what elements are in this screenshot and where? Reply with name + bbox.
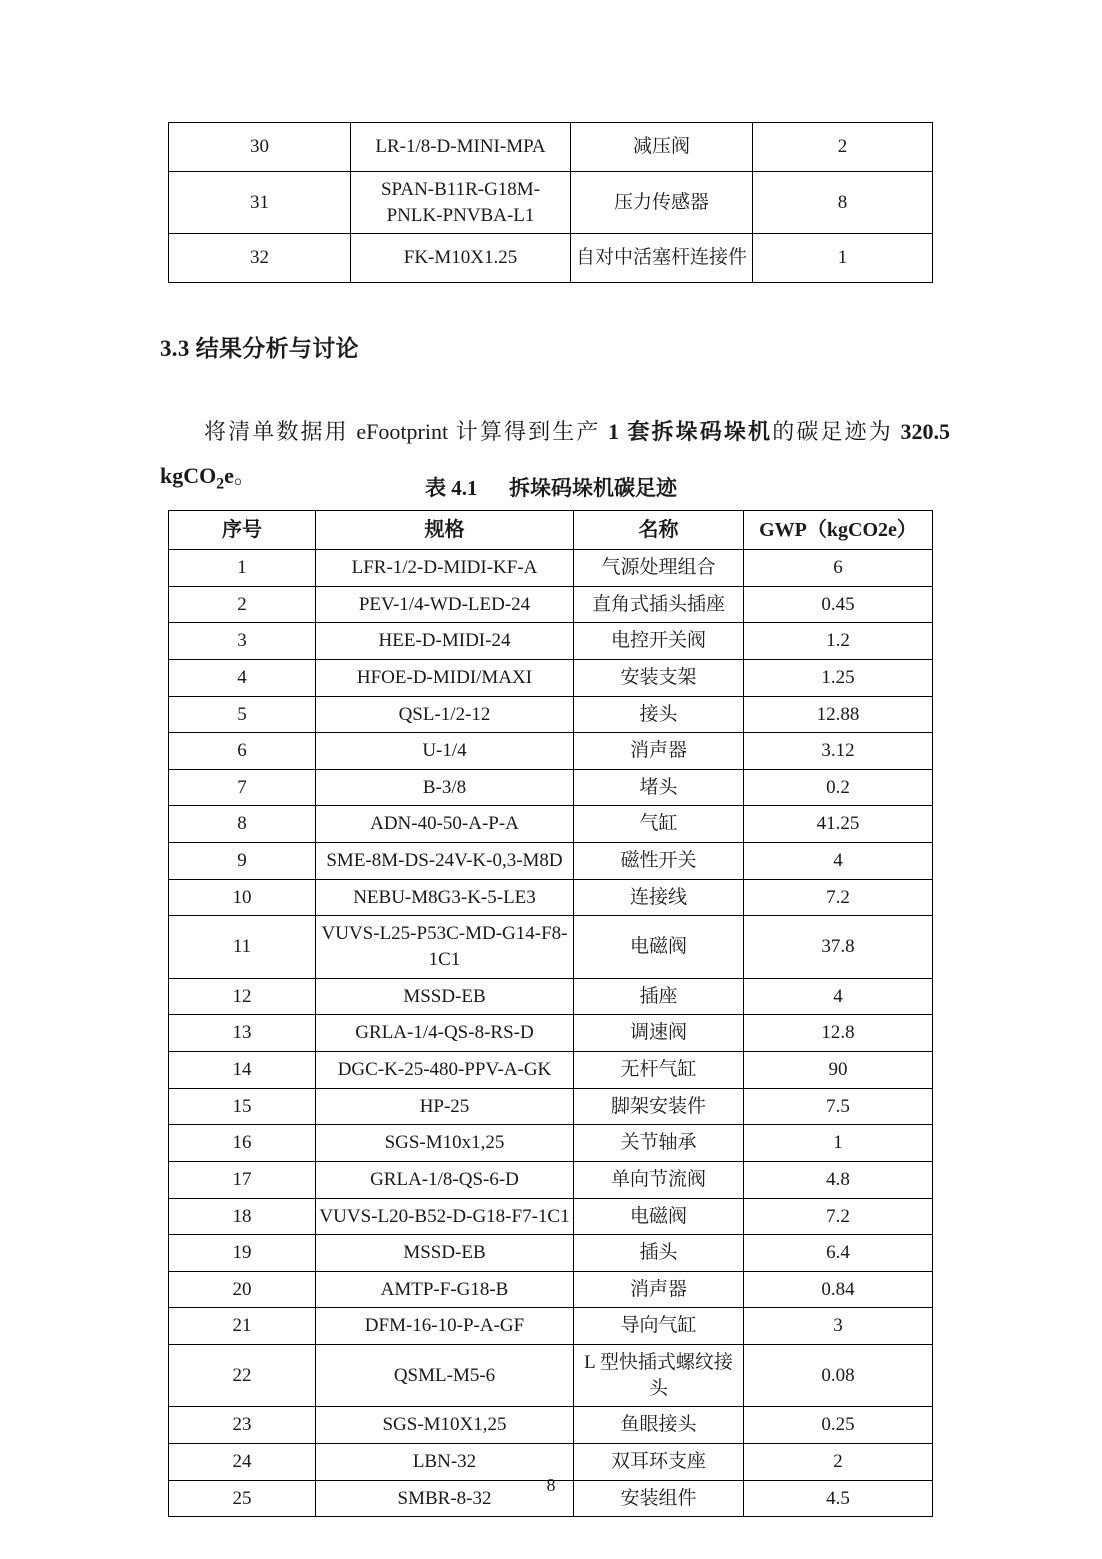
cell-no: 12 — [169, 978, 316, 1015]
cell-no: 23 — [169, 1407, 316, 1444]
cell-spec: NEBU-M8G3-K-5-LE3 — [316, 879, 574, 916]
cell-spec: VUVS-L25-P53C-MD-G14-F8-1C1 — [316, 916, 574, 978]
cell-spec: LBN-32 — [316, 1444, 574, 1481]
table-row — [169, 1161, 933, 1198]
table-row — [169, 916, 933, 978]
cell-gwp: 7.5 — [744, 1088, 933, 1125]
cell-title: 自对中活塞杆连接件 — [571, 234, 753, 283]
cell-gwp: 6.4 — [744, 1235, 933, 1272]
cell-spec: SGS-M10x1,25 — [316, 1125, 574, 1162]
cell-no: 15 — [169, 1088, 316, 1125]
cell-title: 安装组件 — [574, 1480, 744, 1517]
cell-no: 3 — [169, 623, 316, 660]
cell-gwp: 12.88 — [744, 696, 933, 733]
continued-parts-table-body — [169, 123, 933, 283]
cell-gwp: 4.5 — [744, 1480, 933, 1517]
cell-spec: DFM-16-10-P-A-GF — [316, 1308, 574, 1345]
cell-spec: AMTP-F-G18-B — [316, 1271, 574, 1308]
cell-gwp: 4.8 — [744, 1161, 933, 1198]
cell-qty: 8 — [753, 172, 933, 234]
cell-gwp: 12.8 — [744, 1015, 933, 1052]
cell-no: 11 — [169, 916, 316, 978]
page-number: 8 — [546, 1475, 556, 1495]
paragraph-segment-4: 的碳足迹为 — [772, 419, 901, 444]
cell-gwp: 1.2 — [744, 623, 933, 660]
table-row — [169, 1015, 933, 1052]
cell-no: 18 — [169, 1198, 316, 1235]
cell-no: 31 — [169, 172, 351, 234]
cell-title: 消声器 — [574, 733, 744, 770]
cell-title: 气源处理组合 — [574, 550, 744, 587]
cell-title: 电磁阀 — [574, 916, 744, 978]
cell-spec: SPAN-B11R-G18M-PNLK-PNVBA-L1 — [351, 172, 571, 234]
table-row — [169, 806, 933, 843]
cell-no: 9 — [169, 843, 316, 880]
value-main: 320.5 kgCO — [160, 419, 950, 488]
cell-gwp: 90 — [744, 1051, 933, 1088]
table-row — [169, 733, 933, 770]
cell-title: 脚架安装件 — [574, 1088, 744, 1125]
cell-no: 16 — [169, 1125, 316, 1162]
carbon-footprint-table-head — [169, 511, 933, 550]
table-row — [169, 879, 933, 916]
cell-spec: QSML-M5-6 — [316, 1345, 574, 1407]
cell-gwp: 0.25 — [744, 1407, 933, 1444]
cell-spec: LR-1/8-D-MINI-MPA — [351, 123, 571, 172]
cell-title: 消声器 — [574, 1271, 744, 1308]
table-caption-label: 表 4.1 — [425, 476, 478, 500]
table-row — [169, 234, 933, 283]
cell-title: 调速阀 — [574, 1015, 744, 1052]
table-row — [169, 1271, 933, 1308]
table-caption — [0, 472, 1102, 502]
table-row — [169, 1235, 933, 1272]
cell-no: 1 — [169, 550, 316, 587]
cell-no: 13 — [169, 1015, 316, 1052]
cell-no: 32 — [169, 234, 351, 283]
cell-no: 22 — [169, 1345, 316, 1407]
header-spec: 规格 — [316, 511, 574, 550]
table-caption-title: 拆垛码垛机碳足迹 — [509, 476, 677, 500]
cell-title: 气缸 — [574, 806, 744, 843]
cell-title: 插头 — [574, 1235, 744, 1272]
table-row — [169, 659, 933, 696]
cell-gwp: 0.2 — [744, 769, 933, 806]
cell-spec: QSL-1/2-12 — [316, 696, 574, 733]
cell-spec: FK-M10X1.25 — [351, 234, 571, 283]
cell-spec: SMBR-8-32 — [316, 1480, 574, 1517]
table-row — [169, 1088, 933, 1125]
paragraph-bold-quantity: 1 — [608, 419, 620, 444]
cell-spec: HEE-D-MIDI-24 — [316, 623, 574, 660]
cell-title: 电磁阀 — [574, 1198, 744, 1235]
cell-gwp: 0.84 — [744, 1271, 933, 1308]
cell-no: 5 — [169, 696, 316, 733]
cell-title: 接头 — [574, 696, 744, 733]
cell-title: 单向节流阀 — [574, 1161, 744, 1198]
cell-title: 关节轴承 — [574, 1125, 744, 1162]
cell-no: 4 — [169, 659, 316, 696]
cell-spec: U-1/4 — [316, 733, 574, 770]
cell-gwp: 4 — [744, 843, 933, 880]
cell-gwp: 4 — [744, 978, 933, 1015]
table-row — [169, 586, 933, 623]
cell-title: 减压阀 — [571, 123, 753, 172]
table-row — [169, 1308, 933, 1345]
cell-title: 电控开关阀 — [574, 623, 744, 660]
table-header-row — [169, 511, 933, 550]
continued-parts-table-container — [168, 122, 932, 283]
cell-no: 7 — [169, 769, 316, 806]
cell-gwp: 3.12 — [744, 733, 933, 770]
cell-title: 双耳环支座 — [574, 1444, 744, 1481]
cell-gwp: 1.25 — [744, 659, 933, 696]
cell-spec: SME-8M-DS-24V-K-0,3-M8D — [316, 843, 574, 880]
cell-no: 2 — [169, 586, 316, 623]
continued-parts-table — [168, 122, 933, 283]
cell-gwp: 3 — [744, 1308, 933, 1345]
header-title: 名称 — [574, 511, 744, 550]
cell-gwp: 6 — [744, 550, 933, 587]
cell-spec: DGC-K-25-480-PPV-A-GK — [316, 1051, 574, 1088]
cell-no: 25 — [169, 1480, 316, 1517]
table-row — [169, 623, 933, 660]
cell-no: 6 — [169, 733, 316, 770]
cell-spec: SGS-M10X1,25 — [316, 1407, 574, 1444]
table-row — [169, 1125, 933, 1162]
header-gwp: GWP（kgCO2e） — [744, 511, 933, 550]
carbon-footprint-table — [168, 510, 933, 1517]
value-subscript: 2 — [216, 475, 225, 493]
cell-title: L 型快插式螺纹接头 — [574, 1345, 744, 1407]
paragraph-bold-product: 套拆垛码垛机 — [625, 419, 773, 444]
cell-gwp: 41.25 — [744, 806, 933, 843]
carbon-footprint-table-container — [168, 510, 932, 1517]
cell-no: 20 — [169, 1271, 316, 1308]
cell-title: 导向气缸 — [574, 1308, 744, 1345]
table-row — [169, 172, 933, 234]
table-row — [169, 1198, 933, 1235]
paragraph-segment-1: 将清单数据用 eFootprint 计算得到生产 — [204, 419, 609, 444]
cell-title: 安装支架 — [574, 659, 744, 696]
paragraph-period: 。 — [233, 463, 256, 488]
cell-spec: MSSD-EB — [316, 1235, 574, 1272]
cell-title: 堵头 — [574, 769, 744, 806]
value-tail: e — [224, 463, 234, 488]
cell-qty: 1 — [753, 234, 933, 283]
cell-gwp: 7.2 — [744, 879, 933, 916]
cell-spec: GRLA-1/8-QS-6-D — [316, 1161, 574, 1198]
table-row — [169, 550, 933, 587]
cell-gwp: 7.2 — [744, 1198, 933, 1235]
cell-spec: B-3/8 — [316, 769, 574, 806]
cell-title: 鱼眼接头 — [574, 1407, 744, 1444]
cell-no: 8 — [169, 806, 316, 843]
cell-no: 17 — [169, 1161, 316, 1198]
cell-gwp: 37.8 — [744, 916, 933, 978]
cell-qty: 2 — [753, 123, 933, 172]
cell-title: 压力传感器 — [571, 172, 753, 234]
cell-title: 插座 — [574, 978, 744, 1015]
cell-gwp: 2 — [744, 1444, 933, 1481]
cell-spec: VUVS-L20-B52-D-G18-F7-1C1 — [316, 1198, 574, 1235]
table-row — [169, 1345, 933, 1407]
cell-spec: HFOE-D-MIDI/MAXI — [316, 659, 574, 696]
cell-spec: MSSD-EB — [316, 978, 574, 1015]
cell-title: 连接线 — [574, 879, 744, 916]
cell-gwp: 0.08 — [744, 1345, 933, 1407]
cell-no: 24 — [169, 1444, 316, 1481]
header-no: 序号 — [169, 511, 316, 550]
cell-spec: LFR-1/2-D-MIDI-KF-A — [316, 550, 574, 587]
cell-title: 直角式插头插座 — [574, 586, 744, 623]
table-row — [169, 843, 933, 880]
cell-no: 21 — [169, 1308, 316, 1345]
table-row — [169, 1407, 933, 1444]
cell-no: 19 — [169, 1235, 316, 1272]
cell-gwp: 0.45 — [744, 586, 933, 623]
table-row — [169, 1051, 933, 1088]
section-heading: 3.3 结果分析与讨论 — [160, 336, 359, 361]
cell-no: 10 — [169, 879, 316, 916]
cell-title: 磁性开关 — [574, 843, 744, 880]
cell-spec: GRLA-1/4-QS-8-RS-D — [316, 1015, 574, 1052]
cell-gwp: 1 — [744, 1125, 933, 1162]
cell-spec: ADN-40-50-A-P-A — [316, 806, 574, 843]
cell-no: 14 — [169, 1051, 316, 1088]
cell-spec: PEV-1/4-WD-LED-24 — [316, 586, 574, 623]
table-row — [169, 769, 933, 806]
table-row — [169, 978, 933, 1015]
cell-no: 30 — [169, 123, 351, 172]
cell-spec: HP-25 — [316, 1088, 574, 1125]
carbon-footprint-table-body — [169, 550, 933, 1517]
table-row — [169, 696, 933, 733]
cell-title: 无杆气缸 — [574, 1051, 744, 1088]
table-row — [169, 123, 933, 172]
